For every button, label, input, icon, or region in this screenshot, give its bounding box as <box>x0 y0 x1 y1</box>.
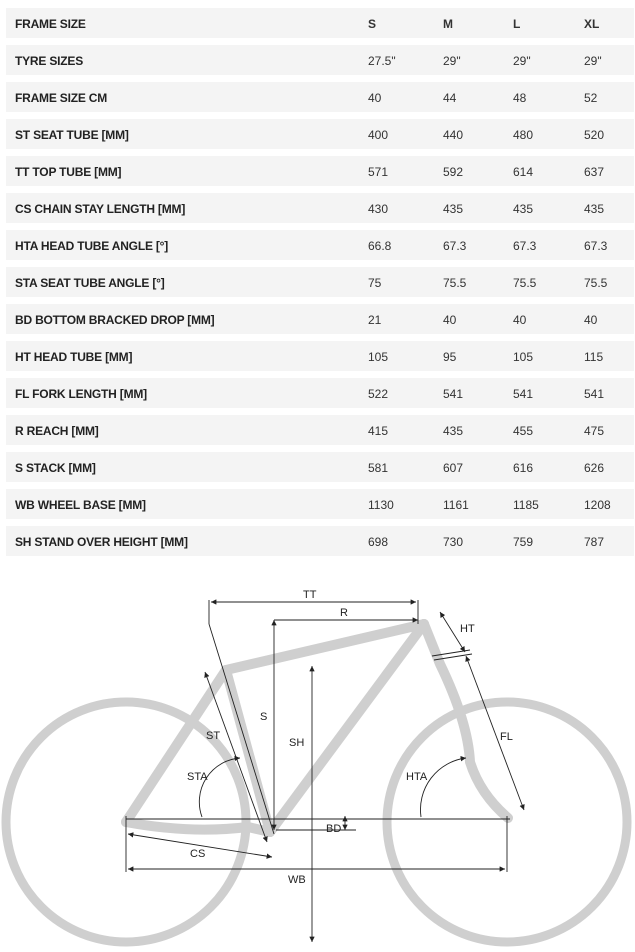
header-size-l: L <box>513 17 521 31</box>
header-size-xl: XL <box>584 17 600 31</box>
row-value: 541 <box>443 387 464 401</box>
row-value: 75.5 <box>513 276 537 290</box>
label-hta: HTA <box>406 771 428 783</box>
label-sta: STA <box>187 771 208 783</box>
table-row <box>6 119 634 149</box>
label-sh: SH <box>289 737 305 749</box>
row-value: 1208 <box>584 498 611 512</box>
label-s: S <box>260 711 268 723</box>
table-row <box>6 193 634 223</box>
row-value: 27.5" <box>368 54 396 68</box>
row-label: HT HEAD TUBE [MM] <box>15 350 133 364</box>
table-row <box>6 230 634 260</box>
row-value: 435 <box>443 202 464 216</box>
row-value: 67.3 <box>513 239 537 253</box>
row-value: 75 <box>368 276 382 290</box>
row-value: 541 <box>513 387 534 401</box>
label-cs: CS <box>190 848 206 860</box>
row-value: 1130 <box>368 498 394 512</box>
row-label: HTA HEAD TUBE ANGLE [°] <box>15 239 169 253</box>
row-value: 21 <box>368 313 382 327</box>
table-row <box>6 526 634 556</box>
row-value: 29" <box>513 54 531 68</box>
row-value: 29" <box>584 54 602 68</box>
row-value: 614 <box>513 165 534 179</box>
label-r: R <box>340 607 348 619</box>
row-value: 115 <box>584 350 604 364</box>
table-row <box>6 415 634 445</box>
row-value: 475 <box>584 424 605 438</box>
row-value: 40 <box>368 91 382 105</box>
row-value: 435 <box>584 202 605 216</box>
row-value: 637 <box>584 165 605 179</box>
geometry-table <box>6 8 634 563</box>
table-row <box>6 341 634 371</box>
row-value: 435 <box>443 424 464 438</box>
row-label: WB WHEEL BASE [MM] <box>15 498 146 512</box>
row-value: 75.5 <box>443 276 467 290</box>
row-value: 67.3 <box>443 239 467 253</box>
label-st: ST <box>206 730 221 742</box>
row-value: 440 <box>443 128 464 142</box>
row-value: 52 <box>584 91 598 105</box>
row-value: 1161 <box>443 498 469 512</box>
row-label: BD BOTTOM BRACKED DROP [MM] <box>15 313 215 327</box>
row-label: STA SEAT TUBE ANGLE [°] <box>15 276 165 290</box>
row-value: 581 <box>368 461 389 475</box>
row-value: 29" <box>443 54 461 68</box>
row-value: 607 <box>443 461 464 475</box>
table-row <box>6 304 634 334</box>
bike-frame <box>126 624 508 832</box>
table-row <box>6 489 634 519</box>
row-label: R REACH [MM] <box>15 424 99 438</box>
row-value: 626 <box>584 461 605 475</box>
label-wb: WB <box>288 874 306 886</box>
row-value: 1185 <box>513 498 539 512</box>
row-value: 541 <box>584 387 605 401</box>
table-row <box>6 452 634 482</box>
row-value: 67.3 <box>584 239 608 253</box>
row-value: 95 <box>443 350 457 364</box>
row-label: SH STAND OVER HEIGHT [MM] <box>15 535 188 549</box>
label-fl: FL <box>500 731 513 743</box>
row-value: 40 <box>584 313 598 327</box>
header-size-s: S <box>368 17 377 31</box>
row-value: 415 <box>368 424 389 438</box>
row-label: TT TOP TUBE [MM] <box>15 165 122 179</box>
header-size-m: M <box>443 17 453 31</box>
row-value: 592 <box>443 165 464 179</box>
row-value: 730 <box>443 535 464 549</box>
header-label: FRAME SIZE <box>15 17 86 31</box>
bike-geometry-diagram <box>0 572 635 952</box>
row-label: CS CHAIN STAY LENGTH [MM] <box>15 202 186 216</box>
row-value: 480 <box>513 128 534 142</box>
row-value: 520 <box>584 128 605 142</box>
row-value: 44 <box>443 91 457 105</box>
row-value: 455 <box>513 424 534 438</box>
row-value: 400 <box>368 128 389 142</box>
row-value: 66.8 <box>368 239 392 253</box>
row-value: 435 <box>513 202 534 216</box>
row-value: 759 <box>513 535 534 549</box>
row-label: FRAME SIZE CM <box>15 91 108 105</box>
table-row <box>6 45 634 75</box>
row-label: FL FORK LENGTH [MM] <box>15 387 147 401</box>
row-label: ST SEAT TUBE [MM] <box>15 128 129 142</box>
row-value: 616 <box>513 461 534 475</box>
row-value: 787 <box>584 535 605 549</box>
row-value: 105 <box>513 350 534 364</box>
row-label: S STACK [MM] <box>15 461 96 475</box>
label-ht: HT <box>460 623 475 635</box>
label-tt: TT <box>303 589 317 601</box>
table-row <box>6 378 634 408</box>
row-value: 75.5 <box>584 276 608 290</box>
row-value: 40 <box>443 313 457 327</box>
table-row <box>6 267 634 297</box>
row-value: 105 <box>368 350 389 364</box>
row-value: 571 <box>368 165 389 179</box>
row-value: 40 <box>513 313 527 327</box>
row-value: 430 <box>368 202 389 216</box>
table-row <box>6 82 634 112</box>
label-bd: BD <box>326 823 342 835</box>
row-value: 522 <box>368 387 389 401</box>
row-value: 48 <box>513 91 527 105</box>
table-row <box>6 156 634 186</box>
row-value: 698 <box>368 535 389 549</box>
table-header-row <box>6 8 634 38</box>
row-label: TYRE SIZES <box>15 54 84 68</box>
